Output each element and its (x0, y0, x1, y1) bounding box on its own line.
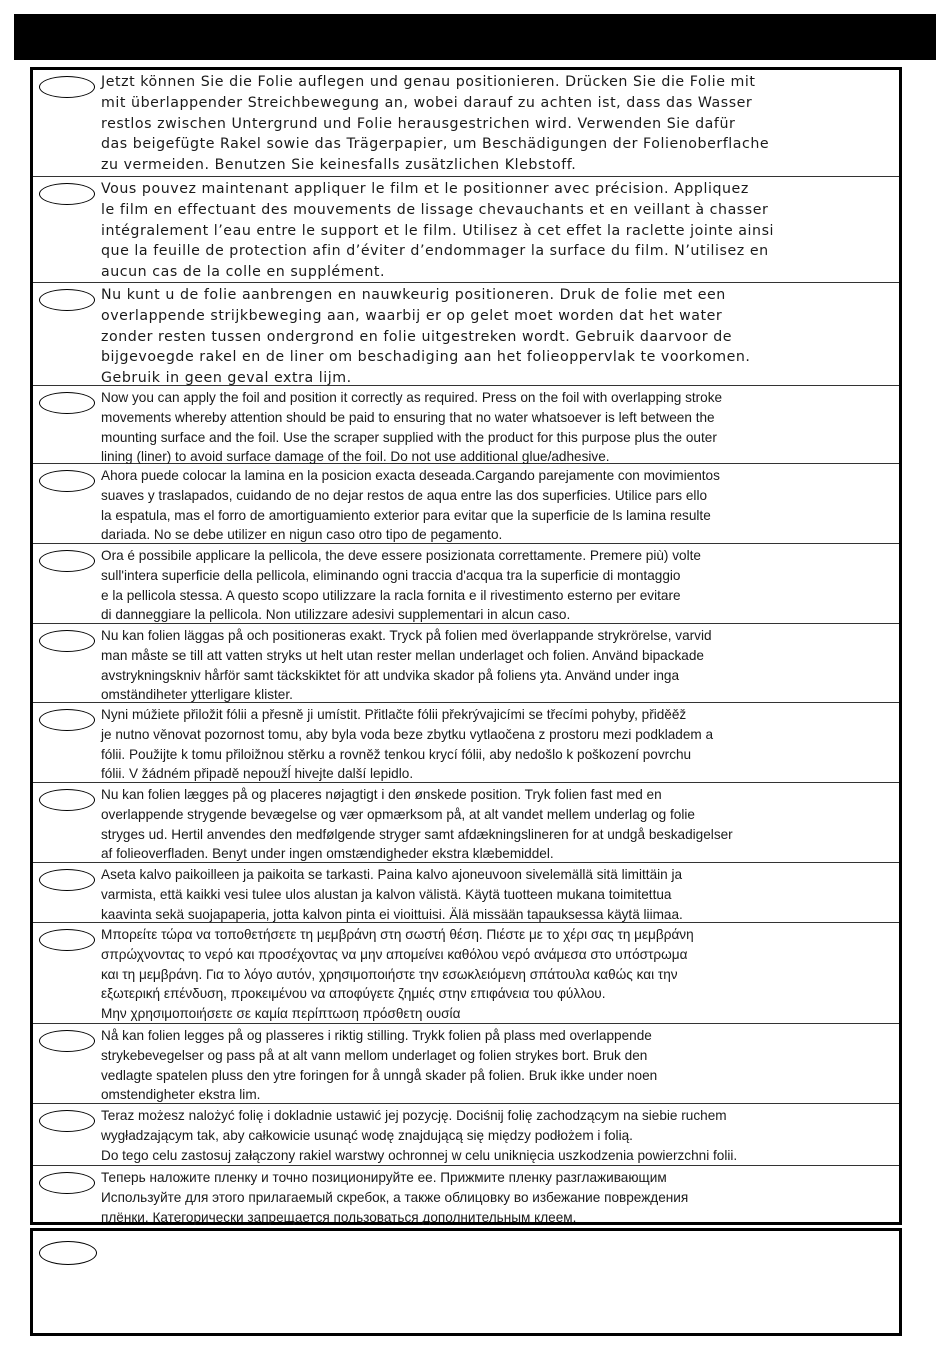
section-text: Nå kan folien legges på og plasseres i riktig stilling. Trykk folien på plass med overlappende strykebevegelser og pass på at alt vann mellom underlaget og folien strykes bort. Bruk den vedlagte spatelen pluss den ytre foringen for å unngå skader på folien. Bruk ikke under noen omstendigheter ekstra lim. (101, 1028, 658, 1103)
dutch-flag-icon (39, 289, 95, 311)
section-czech (33, 703, 899, 783)
russian-flag-icon (39, 1172, 95, 1194)
italian-flag-icon (39, 550, 95, 572)
finnish-flag-icon (39, 869, 95, 891)
section-polish (33, 1104, 899, 1166)
section-text: Jetzt können Sie die Folie auflegen und genau positionieren. Drücken Sie die Folie mit mit überlappender Streichbewegung an, wobei darauf zu achten ist, dass das Wasser restlos zwischen Untergrund und Folie herausgestrichen wird. Verwenden Sie dafür das beigefügte Rakel sowie das Trägerpapier, um Beschädigungen der Folienoberflache zu vermeiden. Benutzen Sie keinesfalls zusätzlichen Klebstoff. (101, 74, 770, 174)
french-flag-icon (39, 183, 95, 205)
section-text: Nu kan folien läggas på och positioneras exakt. Tryck på folien med överlappande strykrörelse, varvid man måste se till att vatten stryks ut helt utan rester mellan underlaget och folien. Använd bipackade avstrykningskniv hårför samt täckskiktet för att undvika skador på foliens yta. Använd under inga omständiheter ytterligare klister. (101, 628, 712, 703)
section-english (33, 386, 899, 464)
section-swedish (33, 624, 899, 703)
norwegian-flag-icon (39, 1030, 95, 1052)
spanish-flag-icon (39, 470, 95, 492)
section-italian (33, 544, 899, 624)
section-text: Aseta kalvo paikoilleen ja paikoita se tarkasti. Paina kalvo ajoneuvoon sivelemällä sitä limittäin ja varmista, että kaikki vesi tulee ulos alustan ja kalvon välistä. Käytä tuotteen mukana toimitettua kaavinta sekä suojapaperia, jotta kalvon pinta ei vioittuisi. Älä missään tapauksessa käytä liimaa. (101, 867, 683, 922)
section-text: Ahora puede colocar la lamina en la posicion exacta deseada.Cargando parejamente con movimientos suaves y traslapados, cuidando de no dejar restos de aqua entre las dos superficies. Utilice pars ello la espatula, mas el forro de amortiguamiento exterior para evitar que la superficie de ls lamina resulte dariada. No se debe utilizer en nigun caso otro tipo de pegamento. (101, 468, 720, 543)
section-text: Ora é possibile applicare la pellicola, the deve essere posizionata correttamente. Premere più) volte sull'intera superficie della pellicola, eliminando ogni traccia d'acqua tra la superficie di montaggio e la pellicola stessa. A questo scopo utilizzare la racla fornita e il rivestimento esterno per evitare di danneggiare la pellicola. Non utilizzare adesivi supplementari in alcun caso. (101, 548, 701, 623)
polish-flag-icon (39, 1110, 95, 1132)
section-text: Teraz możesz nalożyć folię i dokladnie ustawić jej pozycję. Dociśnij folię zachodzącym na siebie ruchem wygładzającym tak, aby całkowicie usunąć wodę znajdującą się między podłożem i folią. Do tego celu zastosuj załączony rakiel warstwy ochronnej w celu uniknięcia uszkodzenia powierzchni folii. (101, 1108, 738, 1163)
swedish-flag-icon (39, 630, 95, 652)
greek-flag-icon (39, 929, 95, 951)
section-german (33, 70, 899, 177)
blank-flag-icon (39, 1241, 97, 1265)
section-text: Vous pouvez maintenant appliquer le film et le positionner avec précision. Appliquez le film en effectuant des mouvements de lissage chevauchants et en veillant à chasser intégralement l’eau entre le support et le film. Utilisez à cet effet la raclette jointe ainsi que la feuille de protection afin d’éviter d’endommager la surface du film. N’utilisez en aucun cas de la colle en supplément. (101, 181, 775, 281)
header-bar (14, 14, 936, 60)
section-text: Nu kan folien lægges på og placeres nøjagtigt i den ønskede position. Tryk folien fast med en overlappende strygende bevægelse og vær opmærksom på, at alt vandet mellem underlag og folie stryges ud. Hertil anvendes den medfølgende stryger samt afdækningslineren for at undgå beskadigelser af folieoverfladen. Benyt under ingen omstændigheder ekstra klæbemiddel. (101, 787, 733, 862)
danish-flag-icon (39, 789, 95, 811)
section-norwegian (33, 1024, 899, 1104)
section-danish (33, 783, 899, 863)
section-text: Nyni múžiete přiložit fólii a přesně ji umístit. Přitlačte fólii překrývajicími se třecími pohyby, přiděěž je nutno věnovat pozornost tomu, aby byla voda beze zbytku vytlaočena z prostoru mezi podkladem a fólii. Použijte k tomu přiloižnou stěrku a rovněž tenkou krycí fólii, aby nedošlo k poškození povrchu fólii. V žádném připadě nepoužĺ hivejte další lepidlo. (101, 707, 714, 782)
section-russian (33, 1166, 899, 1225)
german-flag-icon (39, 76, 95, 98)
section-text: Nu kunt u de folie aanbrengen en nauwkeurig positioneren. Druk de folie met een overlappende strijkbeweging aan, waarbij er op gelet moet worden dat het water zonder resten tussen ondergrond en folie uitgestreken wordt. Gebruik daarvoor de bijgevoegde rakel en de liner om beschadiging aan het folieoppervlak te voorkomen. Gebruik in geen geval extra lijm. (101, 287, 751, 387)
blank-section (30, 1228, 902, 1336)
section-text: Μπορείτε τώρα να τοποθετήσετε τη μεμβράνη στη σωστή θέση. Πιέστε με το χέρι σας τη μεμβράνη σπρώχνοντας το νερό και προσέχοντας να μην απομείνει καθόλου νερό ανάμεσα στο υπόστρωμα και τη μεμβράνη. Για το λόγο αυτόν, χρησιμοποιήστε την εσωκλειόμενη σπάτουλα καθώς και την εξωτερική επένδυση, προκειμένου να αποφύγετε ζημιές στην επιφάνεια του φύλλου. Μην χρησιμοποιήσετε σε καμία περίπτωση πρόσθετη ουσία (101, 927, 694, 1022)
czech-flag-icon (39, 709, 95, 731)
instructions-panel (30, 67, 902, 1225)
section-greek (33, 923, 899, 1024)
section-spanish (33, 464, 899, 544)
section-text: Теперь наложите пленку и точно позиционируйте ее. Прижмите пленку разглаживающим Используйте для этого прилагаемый скребок, а также облицовку во избежание повреждения плёнки. Категорически запрещается пользоваться дополнительным клеем. (101, 1170, 689, 1225)
section-text: Now you can apply the foil and position it correctly as required. Press on the foil with overlapping stroke movements whereby attention should be paid to ensuring that no water whatsoever is left between the mounting surface and the foil. Use the scraper supplied with the product for this purpose plus the outer lining (liner) to avoid surface damage of the foil. Do not use additional glue/adhesive. (101, 390, 723, 465)
english-flag-icon (39, 392, 95, 414)
section-dutch (33, 283, 899, 386)
section-finnish (33, 863, 899, 923)
section-french (33, 177, 899, 283)
